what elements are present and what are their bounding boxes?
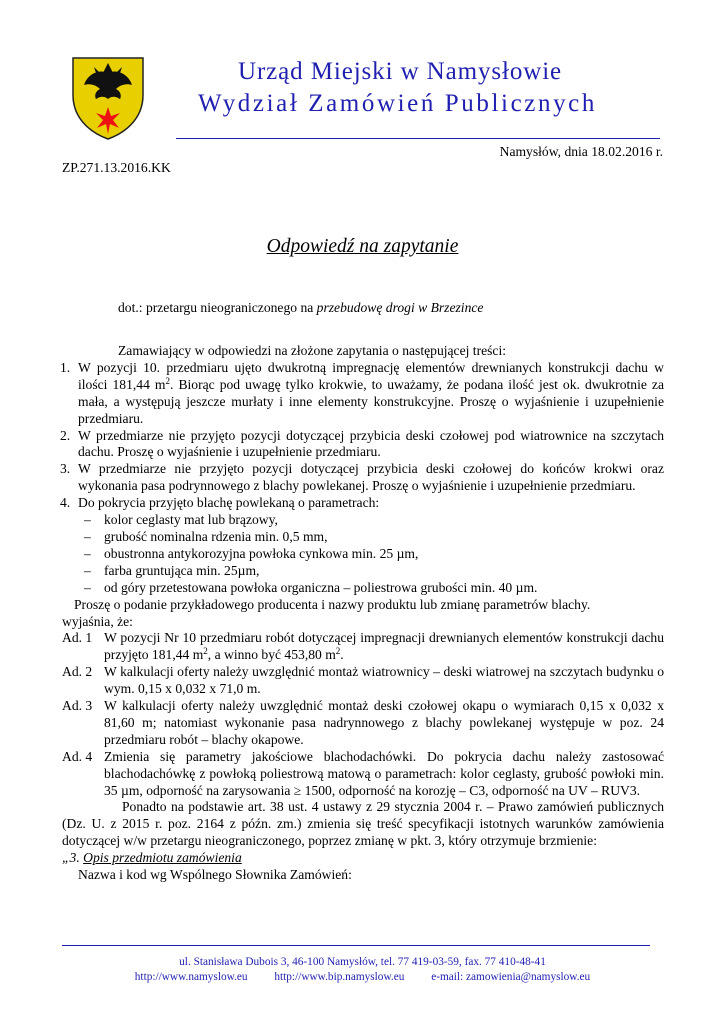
question-item: 4. Do pokrycia przyjęto blachę powlekaną o parametrach:: [60, 495, 380, 511]
parameter-item: – grubość nominalna rdzenia min. 0,5 mm,: [84, 528, 328, 544]
intro-text: Zamawiający w odpowiedzi na złożone zapytania o następującej treści:: [118, 343, 507, 358]
section-subline: Nazwa i kod wg Wspólnego Słownika Zamówień:: [78, 867, 352, 883]
namyslow-coat-of-arms-icon: [70, 55, 146, 141]
subject-name: przebudowę drogi w Brzezince: [316, 300, 484, 315]
footer-divider: [62, 945, 650, 946]
section-title: „3. Opis przedmiotu zamówienia: [62, 850, 242, 866]
department-title: Wydział Zamówień Publicznych: [198, 90, 597, 117]
footer-links: [0, 970, 725, 985]
bip-link[interactable]: http://www.bip.namyslow.eu: [274, 971, 405, 983]
answer-item: Ad. 2 W kalkulacji oferty należy uwzględnić montaż wiatrownicy – deski wiatrowej na szczytach budynku o wym. 0,15 x 0,032 x 71,0 m.: [62, 664, 664, 697]
legal-paragraph: Ponadto na podstawie art. 38 ust. 4 ustawy z 29 stycznia 2004 r. – Prawo zamówień publicznych (Dz. U. z 2015 r. poz. 2164 z późn. zm.) zmienia się treść specyfikacji istotnych warunków zamówienia dotyczącej w/w przetargu nieograniczonego, poprzez zmianę w pkt. 3, który otrzymuje brzmienie:: [62, 799, 664, 849]
reference-number: ZP.271.13.2016.KK: [62, 160, 171, 175]
website-link[interactable]: http://www.namyslow.eu: [134, 971, 248, 983]
document-heading: Odpowiedź na zapytanie: [266, 236, 459, 257]
email-link[interactable]: e-mail: zamowienia@namyslow.eu: [431, 971, 591, 983]
question-item: 3. W przedmiarze nie przyjęto pozycji dotyczącej przybicia deski czołowej do końców krokwi oraz wykonania pasa podrynnowego z blachy powlekanej. Proszę o wyjaśnienie i uzupełnienie przedmiaru.: [60, 461, 664, 494]
office-title: Urząd Miejski w Namysłowie: [238, 58, 563, 85]
document-date: Namysłów, dnia 18.02.2016 r.: [499, 144, 663, 159]
question-item: 1. W pozycji 10. przedmiaru ujęto dwukrotną impregnację elementów drewnianych konstrukcji dachu w ilości 181,44 $m^2$. Biorąc pod uwagę tylko krokwie, to uważamy, że podana ilość jest ok. dwukrotnie za mała, a występują jeszcze murłaty i inne elementy konstrukcyjne. Proszę o wyjaśnienie i uzupełnienie przedmiaru.: [60, 359, 664, 426]
footer: [0, 955, 725, 985]
parameter-item: – kolor ceglasty mat lub brązowy,: [84, 512, 278, 528]
parameter-item: – obustronna antykorozyjna powłoka cynkowa min. 25 µm,: [84, 545, 419, 561]
section-title-text: Opis przedmiotu zamówienia: [83, 850, 242, 866]
subject-line: dot.: przetargu nieograniczonego na przebudowę drogi w Brzezince: [118, 300, 484, 315]
request-line: Proszę o podanie przykładowego producenta i nazwy produktu lub zmianę parametrów blachy.: [74, 596, 591, 612]
answer-item: Ad. 3 W kalkulacji oferty należy uwzględnić montaż deski czołowej okapu o wymiarach 0,15 x 0,032 x 81,60 m; natomiast wykonanie pasa nadrynnowego z blachy powlekanej występuje w poz. 24 przedmiaru robót – blachy okapowe.: [62, 698, 664, 747]
explains-line: wyjaśnia, że:: [62, 613, 133, 629]
header-divider: [176, 138, 660, 139]
document-body: [62, 343, 664, 884]
answer-item: Ad. 4 Zmienia się parametry jakościowe blachodachówki. Do pokrycia dachu należy zastosować blachodachówkę z powłoką poliestrową matową o parametrach: kolor ceglasty, grubość powłoki min. 35 µm, odporność na zarysowania ≥ 1500, odporność na korozję – C3, odporność na UV – RUV3.: [62, 748, 664, 798]
question-item: 2. W przedmiarze nie przyjęto pozycji dotyczącej przybicia deski czołowej pod wiatrownice na szczytach dachu. Proszę o wyjaśnienie i uzupełnienie przedmiaru.: [60, 427, 664, 460]
footer-address: ul. Stanisława Dubois 3, 46-100 Namysłów, tel. 77 419-03-59, fax. 77 410-48-41: [179, 956, 546, 968]
parameter-item: – od góry przetestowana powłoka organiczna – poliestrowa grubości min. 40 µm.: [84, 579, 538, 595]
parameter-item: – farba gruntująca min. 25µm,: [84, 562, 260, 578]
answer-item: Ad. 1 W pozycji Nr 10 przedmiaru robót dotyczącej impregnacji drewnianych elementów konstrukcji dachu przyjęto 181,44 $m^2$, a winno być 453,80 $m^2$.: [62, 630, 664, 663]
